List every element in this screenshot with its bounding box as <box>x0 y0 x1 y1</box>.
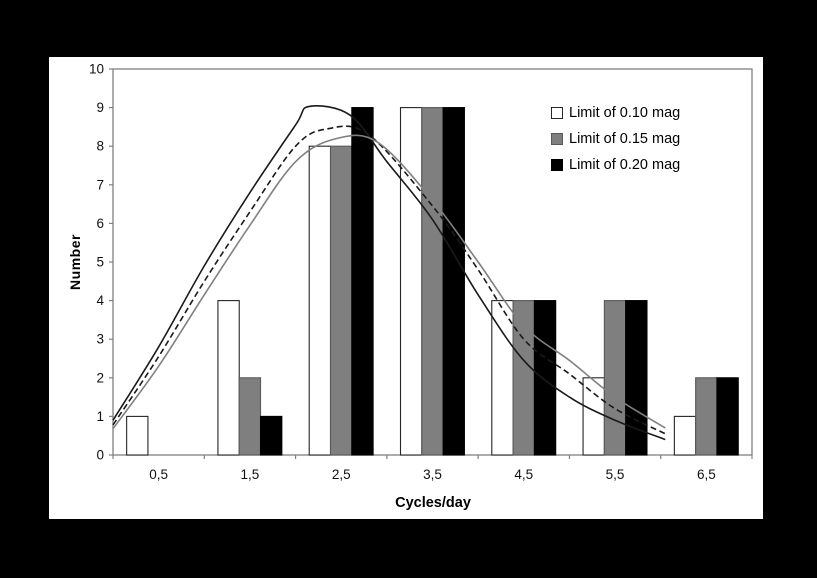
legend-label: Limit of 0.15 mag <box>569 131 681 147</box>
bar-limit-of-0.15-mag <box>422 108 443 455</box>
bar-limit-of-0.15-mag <box>513 301 534 455</box>
bar-limit-of-0.15-mag <box>604 301 625 455</box>
y-axis-title: Number <box>67 234 83 290</box>
bar-limit-of-0.10-mag <box>583 378 604 455</box>
bar-limit-of-0.10-mag <box>401 108 422 455</box>
x-tick-label: 6,5 <box>696 467 716 482</box>
x-tick-label: 1,5 <box>240 467 260 482</box>
legend-swatch-black <box>551 159 563 171</box>
bar-limit-of-0.10-mag <box>674 416 695 455</box>
x-tick-label: 2,5 <box>331 467 351 482</box>
bar-limit-of-0.20-mag <box>352 108 373 455</box>
x-tick-label: 5,5 <box>605 467 625 482</box>
bar-limit-of-0.10-mag <box>127 416 148 455</box>
legend-label: Limit of 0.10 mag <box>569 105 681 121</box>
legend-swatch-white <box>551 107 563 119</box>
y-tick-label: 1 <box>96 408 104 424</box>
y-tick-label: 3 <box>96 331 104 347</box>
y-tick-label: 4 <box>96 293 104 309</box>
bar-limit-of-0.20-mag <box>443 108 464 455</box>
bar-limit-of-0.20-mag <box>534 301 555 455</box>
x-axis-title: Cycles/day <box>395 495 471 511</box>
bar-limit-of-0.20-mag <box>717 378 738 455</box>
bar-limit-of-0.15-mag <box>239 378 260 455</box>
bar-limit-of-0.10-mag <box>218 301 239 455</box>
bar-limit-of-0.10-mag <box>309 146 330 455</box>
legend-label: Limit of 0.20 mag <box>569 157 681 173</box>
y-tick-label: 10 <box>88 61 104 77</box>
bar-limit-of-0.20-mag <box>261 416 282 455</box>
y-tick-label: 0 <box>96 447 104 463</box>
chart-panel <box>49 57 763 519</box>
bar-limit-of-0.15-mag <box>331 146 352 455</box>
x-tick-label: 3,5 <box>423 467 442 482</box>
x-tick-label: 4,5 <box>514 467 534 482</box>
legend-item-0.20-mag <box>551 152 680 178</box>
bar-limit-of-0.10-mag <box>492 301 513 455</box>
y-tick-label: 8 <box>96 138 104 154</box>
x-tick-label: 0,5 <box>149 467 169 482</box>
y-tick-label: 9 <box>96 100 104 116</box>
legend-swatch-gray <box>551 133 563 145</box>
legend-item-0.10-mag <box>551 100 680 126</box>
y-tick-label: 2 <box>96 370 104 386</box>
legend-item-0.15-mag <box>551 126 680 152</box>
y-tick-label: 5 <box>96 254 104 270</box>
bar-limit-of-0.15-mag <box>696 378 717 455</box>
y-tick-label: 6 <box>96 215 104 231</box>
legend <box>551 100 680 178</box>
y-tick-label: 7 <box>96 177 104 193</box>
